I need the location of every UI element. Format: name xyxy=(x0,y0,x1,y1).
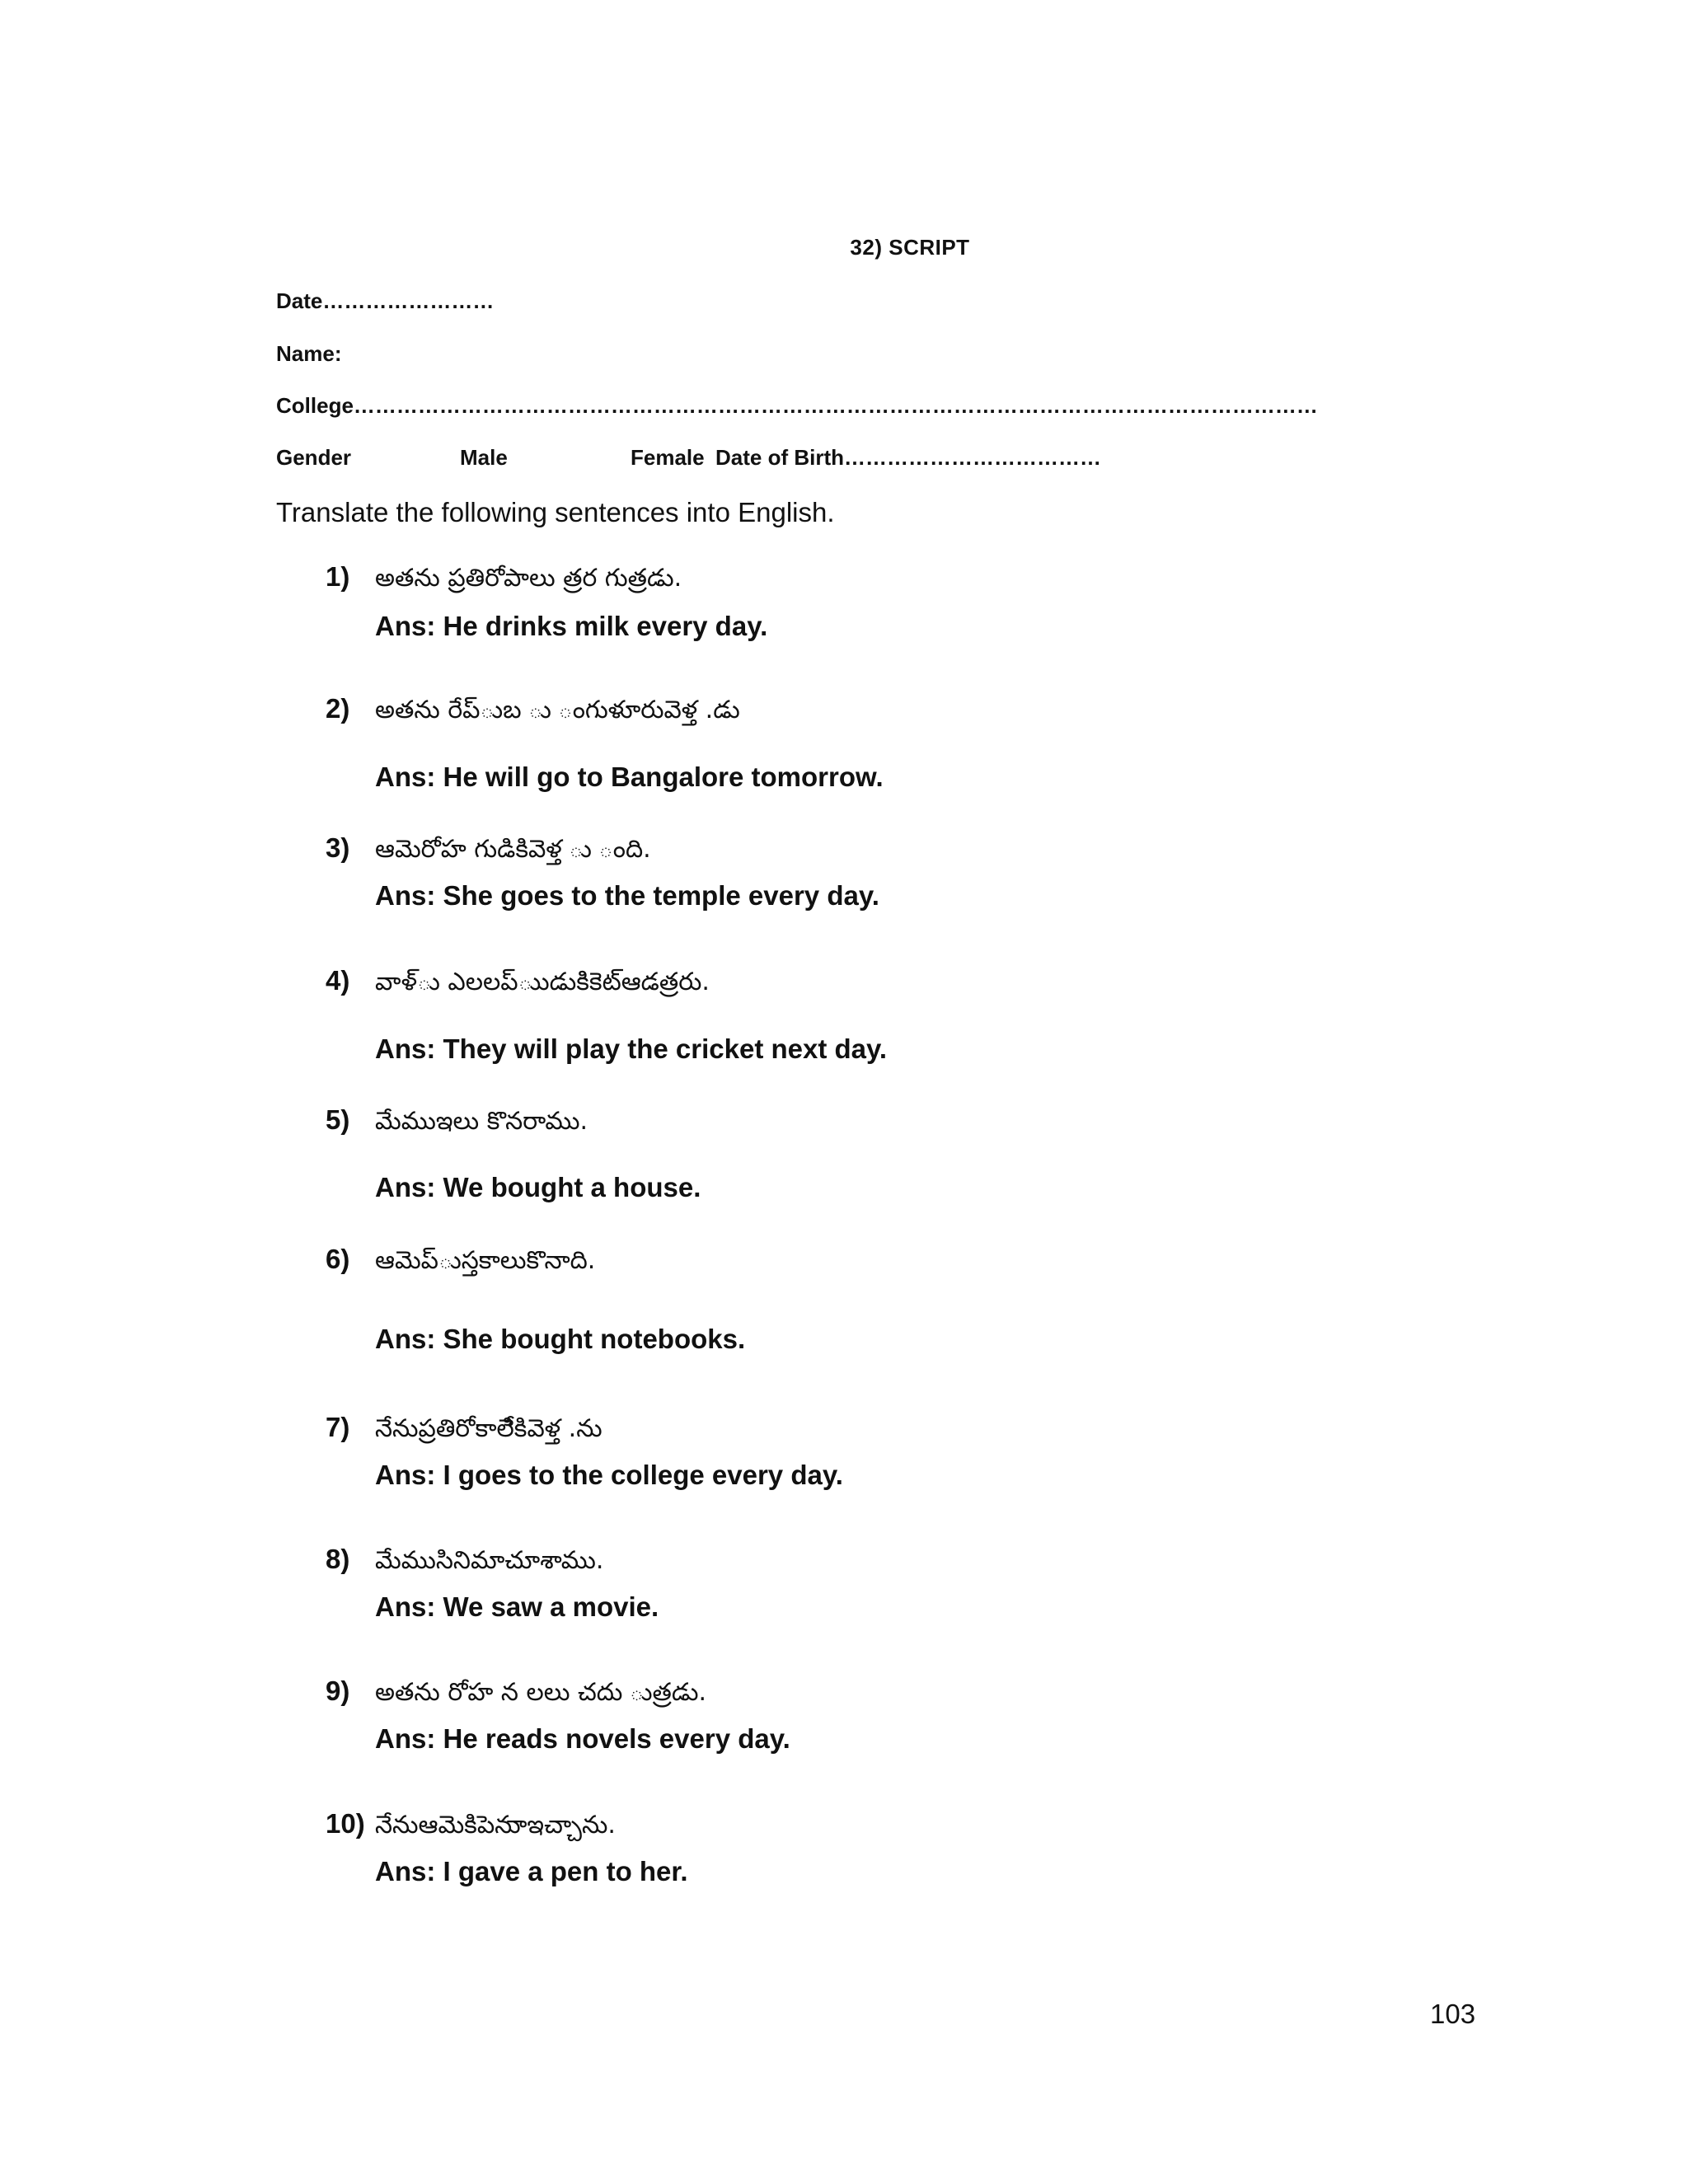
answer-text: Ans: She bought notebooks. xyxy=(375,1324,746,1354)
answer-text: Ans: They will play the cricket next day. xyxy=(375,1033,888,1064)
answer-text: Ans: He reads novels every day. xyxy=(375,1723,790,1754)
question-item-1 xyxy=(326,559,1562,641)
question-number: 4) xyxy=(326,965,350,996)
college-field: College……………………………………………………………………………………………………………………… xyxy=(276,393,1318,418)
question-item-3 xyxy=(326,830,1562,911)
telugu-sentence: ఆమెరోహ గుడికివెళ్త ు ంది. xyxy=(375,835,651,864)
telugu-sentence: అతను ప్రతిరోపాలు త్రర గుత్రడు. xyxy=(375,564,682,593)
question-item-7 xyxy=(326,1409,1562,1490)
gender-label: Gender xyxy=(276,445,352,470)
telugu-sentence: వాళ్ు ఎలలప్ుుడుకిికెట్ఆడత్రరు. xyxy=(375,968,710,996)
question-item-10 xyxy=(326,1806,1562,1886)
question-number: 7) xyxy=(326,1412,350,1442)
question-item-9 xyxy=(326,1673,1562,1754)
question-item-6 xyxy=(326,1241,1562,1354)
answer-text: Ans: She goes to the temple every day. xyxy=(375,880,879,911)
answer-text: Ans: He will go to Bangalore tomorrow. xyxy=(375,762,884,792)
male-option: Male xyxy=(460,445,508,470)
question-item-4 xyxy=(326,963,1562,1064)
page-number: 103 xyxy=(1430,1999,1476,2029)
question-number: 1) xyxy=(326,561,350,592)
answer-text: Ans: I goes to the college every day. xyxy=(375,1460,843,1490)
telugu-sentence: నేనుప్రతిరోకాలేికివెళ్త .ను xyxy=(375,1414,603,1443)
answer-text: Ans: We bought a house. xyxy=(375,1172,701,1202)
telugu-sentence: మేముఇలు కొనరాము. xyxy=(375,1107,588,1136)
page-title: 32) SCRIPT xyxy=(850,235,970,260)
question-number: 3) xyxy=(326,832,350,863)
answer-text: Ans: He drinks milk every day. xyxy=(375,611,768,641)
question-item-8 xyxy=(326,1541,1562,1622)
question-number: 10) xyxy=(326,1808,365,1839)
telugu-sentence: మేముసినిమాచూశాము. xyxy=(375,1546,604,1575)
telugu-sentence: అతను రేప్ుబ ు ంగుళూరువెళ్త .డు xyxy=(375,696,740,724)
question-number: 5) xyxy=(326,1104,350,1135)
question-item-2 xyxy=(326,691,1562,792)
instruction-text: Translate the following sentences into English. xyxy=(276,497,835,527)
question-number: 6) xyxy=(326,1244,350,1274)
answer-text: Ans: I gave a pen to her. xyxy=(375,1856,688,1886)
date-field: Date…………………… xyxy=(276,288,495,313)
question-item-5 xyxy=(326,1102,1562,1202)
telugu-sentence: ఆమెప్ుస్తకాలుకొనాది. xyxy=(375,1246,596,1275)
answer-text: Ans: We saw a movie. xyxy=(375,1591,659,1622)
question-number: 8) xyxy=(326,1544,350,1574)
telugu-sentence: అతను రోహ న లలు చదు ుత్రడు. xyxy=(375,1678,707,1707)
question-number: 2) xyxy=(326,693,350,724)
name-field: Name: xyxy=(276,341,342,366)
question-number: 9) xyxy=(326,1675,350,1706)
female-option: Female xyxy=(631,445,705,470)
telugu-sentence: నేనుఆమెకిపెనుాఇచ్చాను. xyxy=(375,1811,616,1840)
date-of-birth-field: Date of Birth……………………………… xyxy=(715,445,1101,470)
